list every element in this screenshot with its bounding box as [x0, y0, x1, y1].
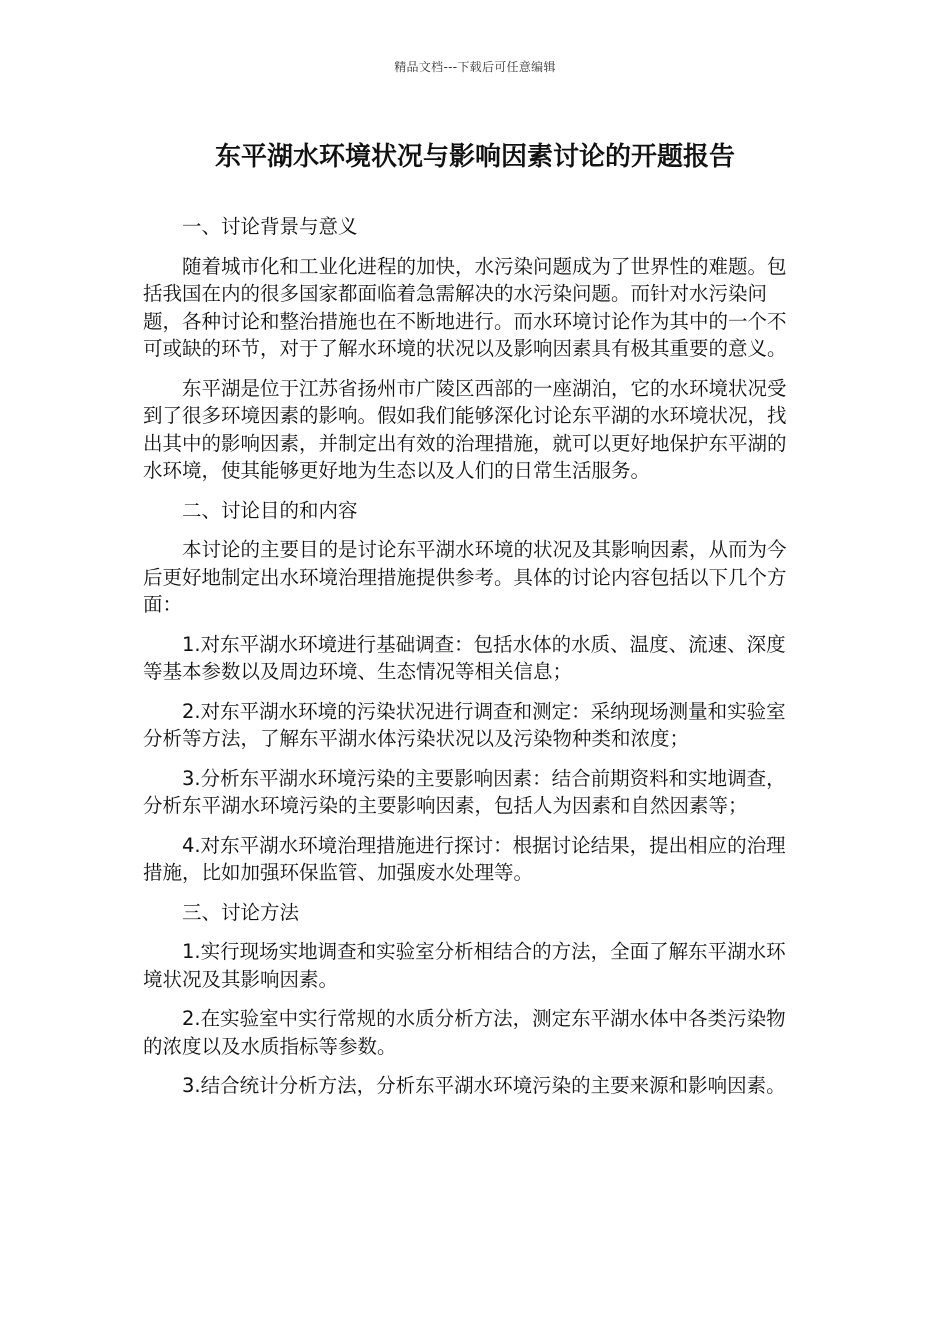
list-item-objective-2: 2.对东平湖水环境的污染状况进行调查和测定：采纳现场测量和实验室分析等方法，了解东平湖水体污染状况以及污染物种类和浓度； [143, 699, 786, 750]
document-body [143, 213, 795, 1112]
document-title: 东平湖水环境状况与影响因素讨论的开题报告 [214, 142, 735, 172]
list-item-method-3: 3.结合统计分析方法，分析东平湖水环境污染的主要来源和影响因素。 [182, 1074, 786, 1097]
header-note: 精品文档---下载后可任意编辑 [394, 60, 556, 74]
list-item-objective-4: 4.对东平湖水环境治理措施进行探讨：根据讨论结果，提出相应的治理措施，比如加强环保监管、加强废水处理等。 [143, 833, 786, 884]
section-heading-objectives: 二、讨论目的和内容 [182, 498, 358, 522]
section-heading-methods: 三、讨论方法 [182, 900, 300, 924]
list-item-objective-1: 1.对东平湖水环境进行基础调查：包括水体的水质、温度、流速、深度等基本参数以及周边环境、生态情况等相关信息； [143, 632, 786, 683]
list-item-method-1: 1.实行现场实地调查和实验室分析相结合的方法，全面了解东平湖水环境状况及其影响因素。 [143, 940, 786, 991]
paragraph-background-1: 随着城市化和工业化进程的加快，水污染问题成为了世界性的难题。包括我国在内的很多国家都面临着急需解决的水污染问题。而针对水污染问题，各种讨论和整治措施也在不断地进行。而水环境讨论作为其中的一个不可或缺的环节，对于了解水环境的状况以及影响因素具有极其重要的意义。 [143, 254, 787, 360]
list-item-objective-3: 3.分析东平湖水环境污染的主要影响因素：结合前期资料和实地调查，分析东平湖水环境污染的主要影响因素，包括人为因素和自然因素等； [143, 766, 786, 817]
list-item-method-2: 2.在实验室中实行常规的水质分析方法，测定东平湖水体中各类污染物的浓度以及水质指标等参数。 [143, 1007, 786, 1058]
section-heading-background: 一、讨论背景与意义 [182, 215, 358, 238]
paragraph-objectives-intro: 本讨论的主要目的是讨论东平湖水环境的状况及其影响因素，从而为今后更好地制定出水环境治理措施提供参考。具体的讨论内容包括以下几个方面： [143, 538, 787, 616]
paragraph-background-2: 东平湖是位于江苏省扬州市广陵区西部的一座湖泊，它的水环境状况受到了很多环境因素的影响。假如我们能够深化讨论东平湖的水环境状况，找出其中的影响因素，并制定出有效的治理措施，就可以更好地保护东平湖的水环境，使其能够更好地为生态以及人们的日常生活服务。 [143, 376, 787, 482]
